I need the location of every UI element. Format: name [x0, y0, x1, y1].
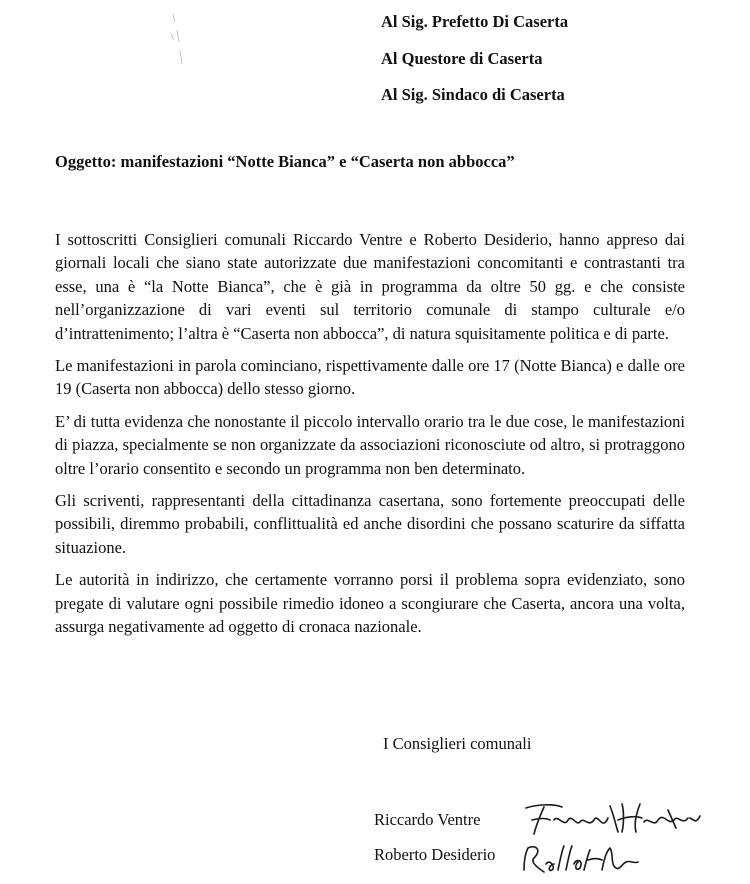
- paragraph-5: Le autorità in indirizzo, che certamente vorranno porsi il problema sopra evidenziato, sono pregate di valutare ogni possibile rimedio idoneo a scongiurare che Caserta, ancora una volta, assurga negativamente ad oggetto di cronaca nazionale.: [55, 570, 685, 637]
- recipients-block: [381, 4, 568, 114]
- signature-desiderio: [518, 840, 668, 880]
- recipient-sindaco: Al Sig. Sindaco di Caserta: [381, 85, 565, 104]
- paragraph-3: E’ di tutta evidenza che nonostante il piccolo intervallo orario tra le due cose, le manifestazioni di piazza, specialmente se non organizzate da associazioni riconosciute od altro, si protraggono oltre l’orario consentito e secondo un programma non ben determinato.: [55, 411, 685, 478]
- subject-line: Oggetto: manifestazioni “Notte Bianca” e “Caserta non abbocca”: [55, 152, 515, 171]
- paragraph-1: I sottoscritti Consiglieri comunali Riccardo Ventre e Roberto Desiderio, hanno appreso dai giornali locali che siano state autorizzate due manifestazioni concomitanti e contrastanti tra esse, una è “la Notte Bianca”, che è già in programma da oltre 50 gg. e che consiste nell’organizzazione di vari eventi sul territorio comunale di stampo culturale e/o d’intrattenimento; l’altra è “Caserta non abbocca”, di natura squisitamente politica e di parte.: [55, 230, 685, 343]
- scan-mark: [165, 12, 195, 72]
- closing-line: I Consiglieri comunali: [383, 734, 532, 753]
- signer-name-ventre: Riccardo Ventre: [374, 810, 481, 829]
- letter-body: [55, 228, 685, 648]
- signature-ventre: [518, 798, 718, 840]
- recipient-questore: Al Questore di Caserta: [381, 48, 543, 68]
- paragraph-4: Gli scriventi, rappresentanti della cittadinanza casertana, sono fortemente preoccupati delle possibili, diremmo probabili, conflittualità ed anche disordini che possano scaturire da siffatta situazione.: [55, 491, 685, 557]
- paragraph-2: Le manifestazioni in parola cominciano, rispettivamente dalle ore 17 (Notte Bianca) e dalle ore 19 (Caserta non abbocca) dello stesso giorno.: [55, 356, 685, 399]
- signer-name-desiderio: Roberto Desiderio: [374, 845, 496, 864]
- recipient-prefetto: Al Sig. Prefetto Di Caserta: [381, 12, 569, 31]
